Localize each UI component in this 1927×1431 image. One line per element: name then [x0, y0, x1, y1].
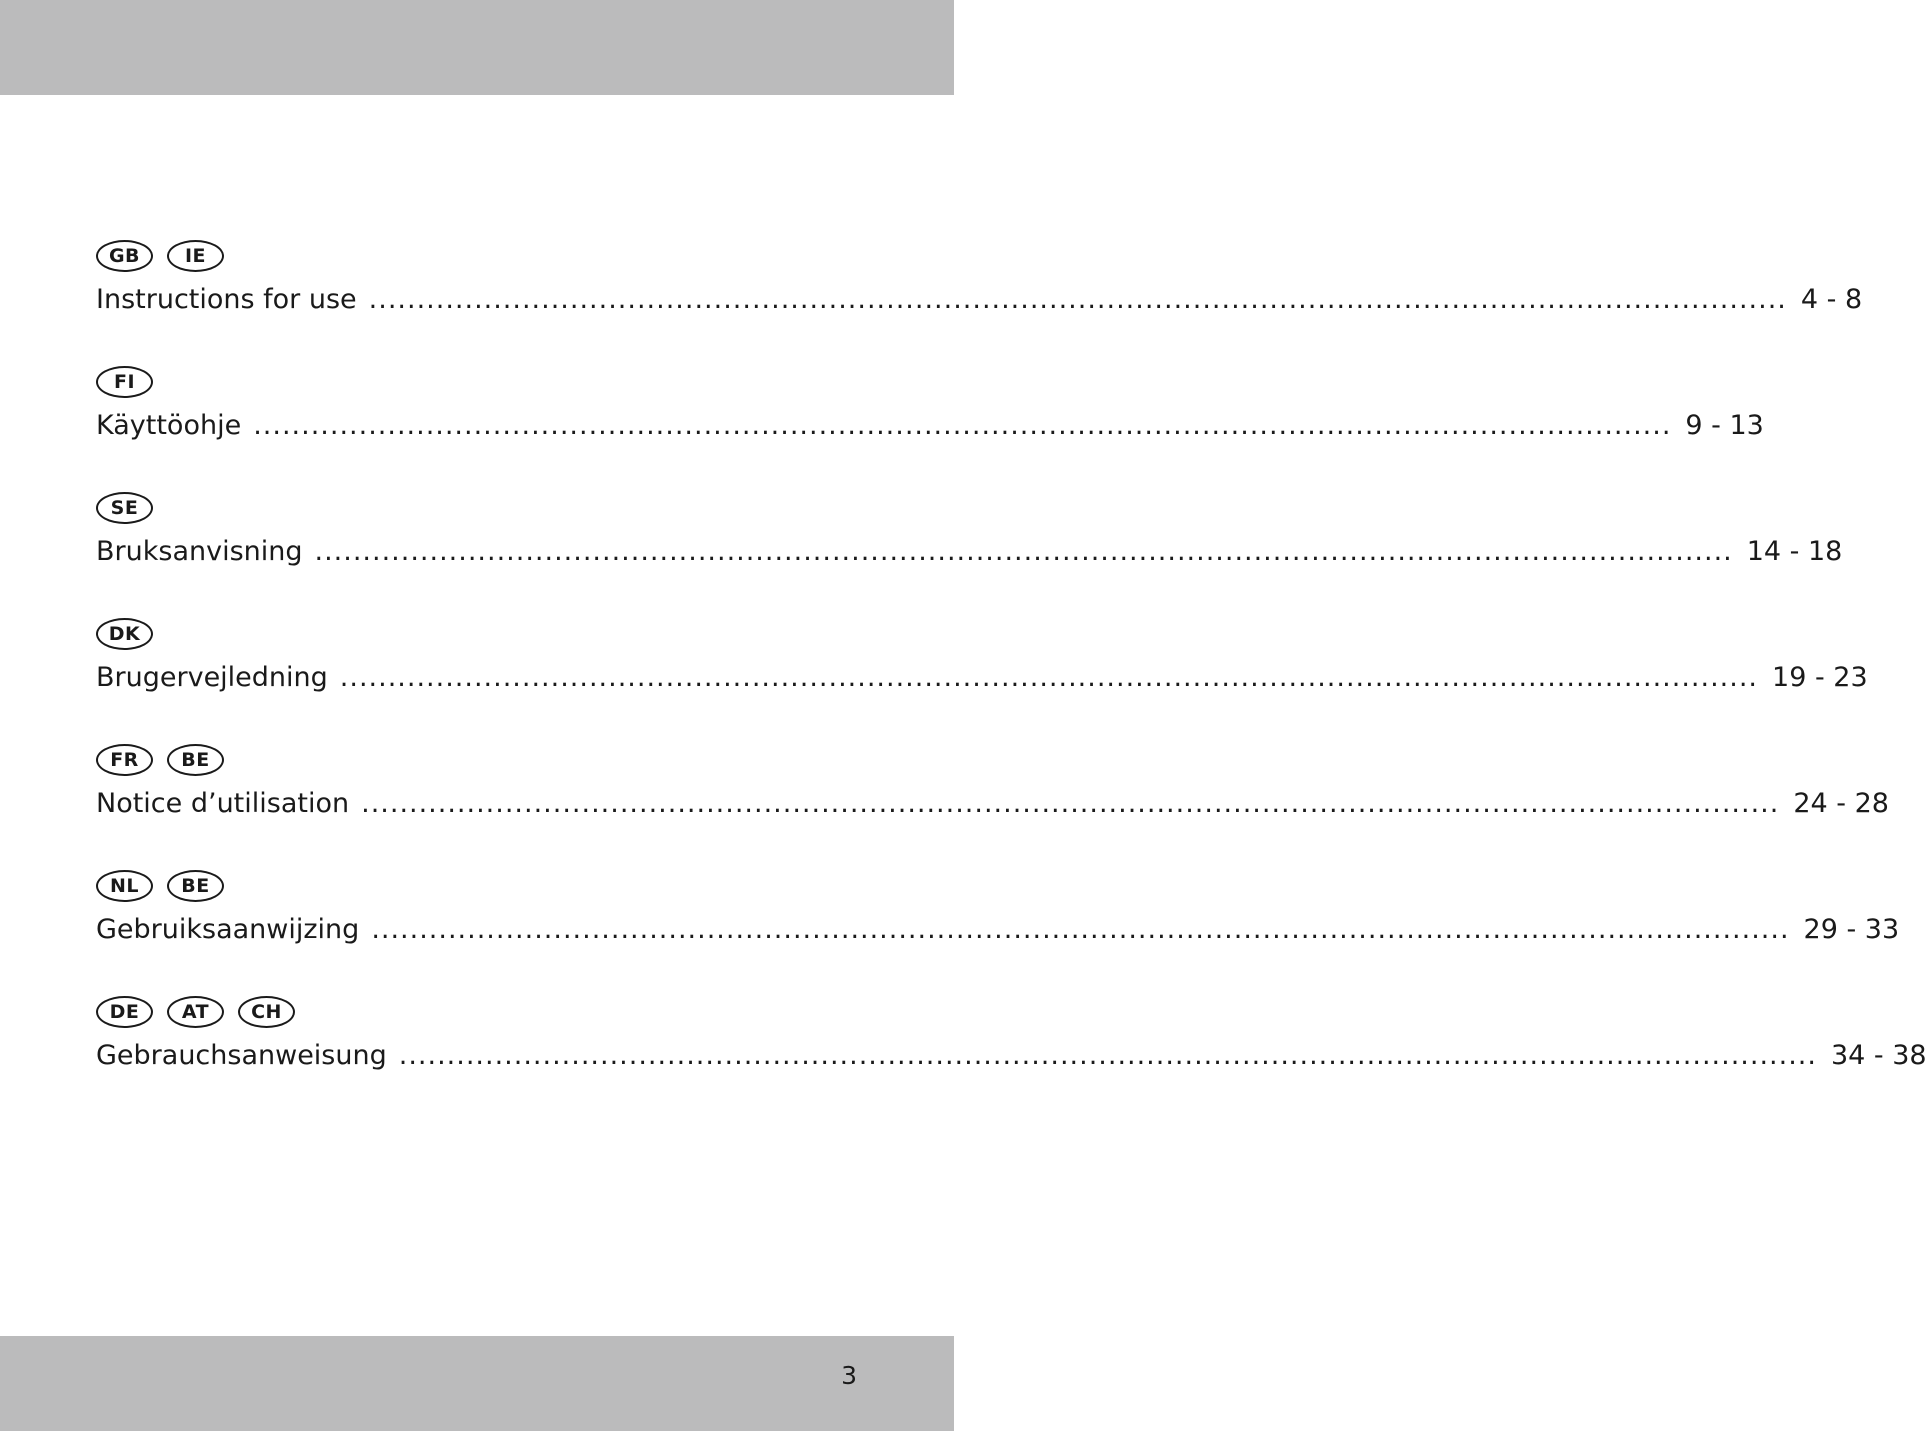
- language-badge: SE: [96, 492, 153, 524]
- toc-entry-pages: 34 - 38: [1830, 1040, 1927, 1071]
- language-badge: DK: [96, 618, 153, 650]
- toc-entry[interactable]: [96, 1031, 1927, 1081]
- language-badge: NL: [96, 870, 153, 902]
- toc-entry-pages: 29 - 33: [1803, 914, 1900, 945]
- language-badges: [96, 237, 858, 275]
- top-gray-band: [0, 0, 954, 95]
- language-badges: [96, 615, 858, 653]
- toc-entry-pages: 14 - 18: [1746, 536, 1843, 567]
- language-badges: [96, 363, 858, 401]
- language-badges: [96, 489, 858, 527]
- language-badge: GB: [96, 240, 153, 272]
- toc-entry-title: Brugervejledning: [96, 662, 328, 693]
- toc-entry-pages: 4 - 8: [1800, 284, 1863, 315]
- toc-entry-pages: 9 - 13: [1685, 410, 1764, 441]
- toc-section: [96, 615, 1868, 741]
- toc-entry-title: Bruksanvisning: [96, 536, 303, 567]
- table-of-contents: [96, 237, 1927, 1119]
- toc-entry-title: Notice d’utilisation: [96, 788, 350, 819]
- toc-entry-title: Gebruiksaanwijzing: [96, 914, 360, 945]
- toc-section: [96, 867, 1900, 993]
- leader-dots: ....................................................................................................................................................: [253, 410, 1672, 441]
- toc-section: [96, 489, 1843, 615]
- language-badges: [96, 741, 858, 779]
- toc-entry[interactable]: [96, 275, 1863, 325]
- toc-entry[interactable]: [96, 653, 1868, 703]
- toc-entry-title: Instructions for use: [96, 284, 357, 315]
- leader-dots: ....................................................................................................................................................: [314, 536, 1733, 567]
- toc-entry[interactable]: [96, 527, 1843, 577]
- page-number: 3: [841, 1361, 857, 1390]
- leader-dots: ....................................................................................................................................................: [361, 788, 1780, 819]
- leader-dots: ....................................................................................................................................................: [398, 1040, 1817, 1071]
- language-badge: CH: [238, 996, 295, 1028]
- leader-dots: ....................................................................................................................................................: [371, 914, 1790, 945]
- toc-entry-title: Käyttöohje: [96, 410, 242, 441]
- language-badge: AT: [167, 996, 224, 1028]
- language-badge: IE: [167, 240, 224, 272]
- toc-section: [96, 993, 1927, 1119]
- language-badges: [96, 993, 858, 1031]
- toc-entry-pages: 24 - 28: [1793, 788, 1889, 819]
- language-badge: FR: [96, 744, 153, 776]
- language-badge: FI: [96, 366, 153, 398]
- bottom-gray-band: [0, 1336, 954, 1431]
- language-badge: BE: [167, 870, 224, 902]
- leader-dots: ....................................................................................................................................................: [339, 662, 1759, 693]
- language-badges: [96, 867, 858, 905]
- toc-section: [96, 363, 1764, 489]
- toc-entry-pages: 19 - 23: [1772, 662, 1868, 693]
- toc-entry[interactable]: [96, 779, 1889, 829]
- leader-dots: ....................................................................................................................................................: [368, 284, 1787, 315]
- toc-section: [96, 741, 1889, 867]
- toc-section: [96, 237, 1863, 363]
- toc-entry[interactable]: [96, 905, 1900, 955]
- language-badge: BE: [167, 744, 224, 776]
- toc-entry-title: Gebrauchsanweisung: [96, 1040, 387, 1071]
- toc-entry[interactable]: [96, 401, 1764, 451]
- language-badge: DE: [96, 996, 153, 1028]
